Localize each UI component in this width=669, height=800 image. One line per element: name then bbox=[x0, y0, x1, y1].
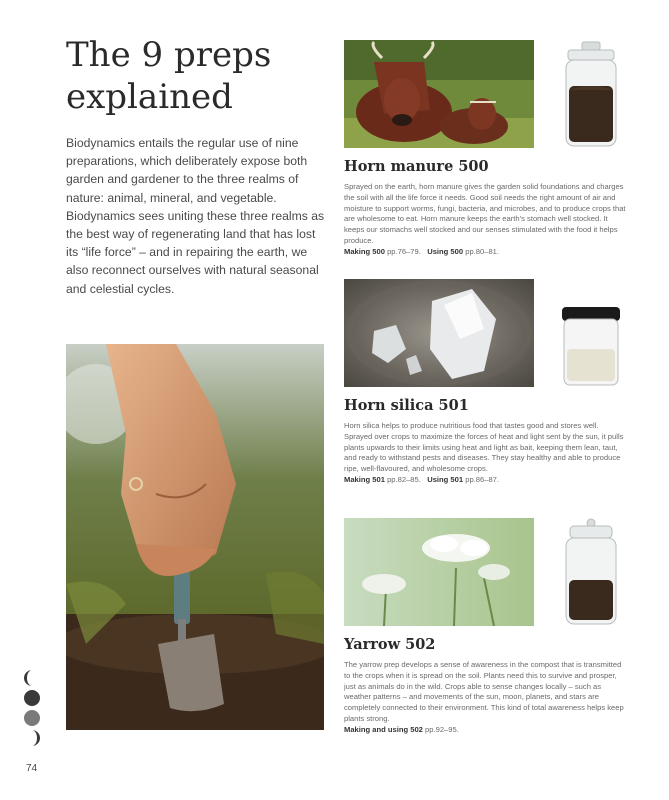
manure-jar-photo bbox=[558, 40, 624, 148]
prep-description bbox=[344, 182, 626, 258]
xref-making-pages: pp.92–95. bbox=[425, 724, 459, 734]
xref-making-label: Making 501 bbox=[344, 474, 385, 484]
cows-photo bbox=[344, 40, 534, 148]
prep-description-text: Sprayed on the earth, horn manure gives the garden solid foundations and charges the soil with all the life force it needs. Good soil needs the right amount of air and moisture to support worms, fungi, bacteria, and microbes, and to produce crops that are wholesome to eat. Horn manure keeps the earth’s stomach well stocked. It keeps our stomachs well stocked and our senses stimulated with the food it helps produce. bbox=[344, 182, 626, 245]
hand-trowel-photo bbox=[66, 344, 324, 730]
new-moon-icon bbox=[24, 690, 40, 706]
xref-making-label: Making 500 bbox=[344, 246, 385, 256]
yarrow-jar-photo bbox=[558, 518, 624, 626]
moon-phase-strip bbox=[20, 668, 44, 748]
yarrow-flowers-photo bbox=[344, 518, 534, 626]
silica-crystals-photo bbox=[344, 279, 534, 387]
xref-using-label: Using 501 bbox=[427, 474, 464, 484]
xref-using-label: Using 500 bbox=[427, 246, 464, 256]
xref-making-pages: pp.82–85. bbox=[387, 474, 421, 484]
page-title-line-1: The 9 preps bbox=[66, 35, 272, 75]
page-title-line-2: explained bbox=[66, 77, 233, 117]
page-number: 74 bbox=[26, 763, 38, 774]
prep-description-text: Horn silica helps to produce nutritious food that tastes good and stores well. Sprayed over crops to maximize the forces of heat and light sent by the sun, it pulls plants upwards to their limits using heat and light as bait, keeping them lean, taut, and ready to withstand pests and diseases. They stay healthy and able to produce ripe, well-flavoured, and wholesome crops. bbox=[344, 421, 624, 474]
page-title bbox=[66, 34, 326, 118]
xref-making-label: Making and using 502 bbox=[344, 724, 423, 734]
cross-reference bbox=[344, 475, 499, 484]
prep-title: Yarrow 502 bbox=[344, 636, 436, 653]
intro-paragraph: Biodynamics entails the regular use of nine preparations, which deliberately expose both garden and gardener to the three realms of nature: animal, mineral, and vegetable. Biodynamics sees uniting these three realms as the best way of regenerating land that has lost its “life force” – and in repairing the earth, we also reconnect ourselves with natural seasonal and celestial cycles. bbox=[66, 136, 325, 296]
waxing-crescent-icon bbox=[24, 670, 32, 686]
cross-reference bbox=[344, 247, 499, 256]
prep-description-text: The yarrow prep develops a sense of awareness in the compost that is transmitted to the crops when it is spread on the soil. Plants need this to survive and prosper, just as animals do in the wild. Crops able to sense changes locally – such as weather patterns – and movements of the sun, moon, planets, and stars are completely connected to their environment. This kind of total awareness helps keep plants strong. bbox=[344, 660, 624, 723]
prep-description bbox=[344, 660, 626, 736]
prep-description bbox=[344, 421, 626, 486]
xref-using-pages: pp.86–87. bbox=[465, 474, 500, 484]
xref-using-pages: pp.80–81. bbox=[465, 246, 500, 256]
cross-reference bbox=[344, 725, 459, 734]
waning-crescent-icon bbox=[32, 730, 40, 746]
prep-title: Horn manure 500 bbox=[344, 158, 489, 175]
full-moon-icon bbox=[24, 710, 40, 726]
silica-jar-photo bbox=[558, 279, 624, 387]
xref-making-pages: pp.76–79. bbox=[387, 246, 421, 256]
prep-title: Horn silica 501 bbox=[344, 397, 469, 414]
